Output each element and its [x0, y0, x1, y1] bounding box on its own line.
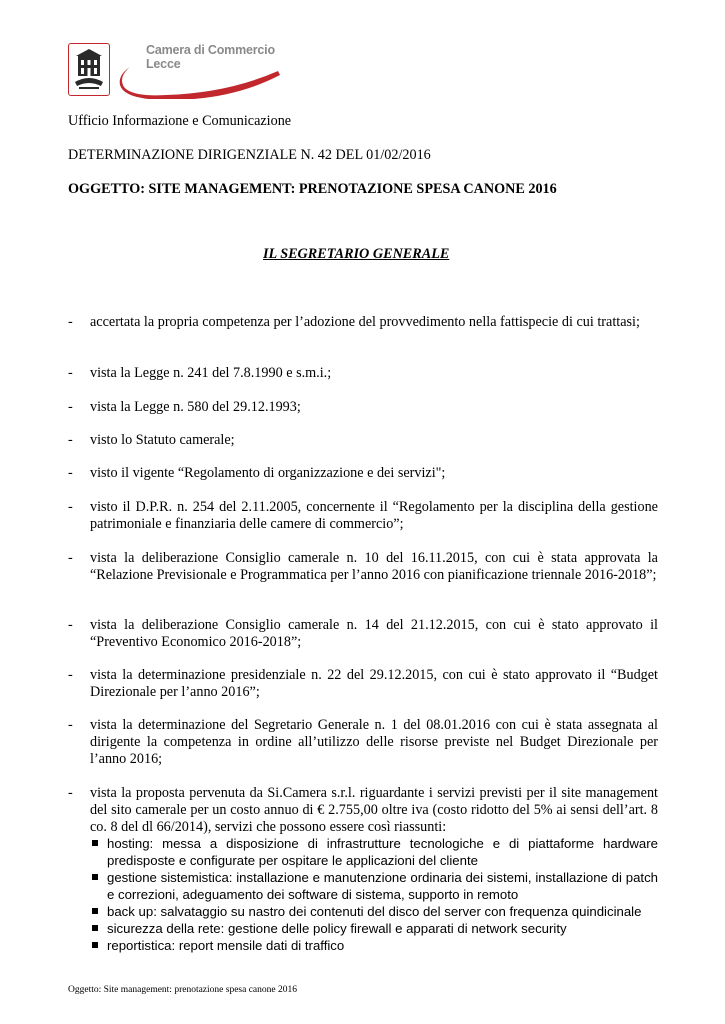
dash-marker: -	[68, 667, 73, 683]
dash-marker: -	[68, 617, 73, 633]
office-name: Ufficio Informazione e Comunicazione	[68, 113, 292, 129]
square-bullet-icon	[92, 908, 98, 914]
list-item	[68, 667, 658, 701]
list-item-text: visto il vigente “Regolamento di organizzazione e dei servizi";	[90, 465, 446, 481]
chamber-logo	[68, 43, 288, 99]
dash-marker: -	[68, 365, 73, 381]
dash-marker: -	[68, 499, 73, 515]
list-item	[68, 717, 658, 768]
list-item-text: vista la determinazione presidenziale n. 22 del 29.12.2015, con cui è stato approvato il “Budget Direzionale per l’anno 2016”;	[90, 667, 658, 700]
list-item	[68, 785, 658, 836]
dash-marker: -	[68, 465, 73, 481]
list-item-text: vista la determinazione del Segretario Generale n. 1 del 08.01.2016 con cui è stata assegnata al dirigente la competenza in ordine all’utilizzo delle risorse previste nel Budget Direzionale per l’anno 2016;	[90, 717, 658, 767]
list-item-text: vista la Legge n. 580 del 29.12.1993;	[90, 399, 301, 415]
list-item	[68, 465, 658, 482]
building-emblem-icon	[68, 43, 110, 96]
list-item	[68, 432, 658, 449]
square-bullet-icon	[92, 874, 98, 880]
list-item	[68, 314, 658, 331]
logo-line-2: Lecce	[146, 57, 181, 71]
service-bullet	[92, 920, 658, 937]
dash-marker: -	[68, 550, 73, 566]
dash-marker: -	[68, 314, 73, 330]
service-bullet-text: back up: salvataggio su nastro dei contenuti del disco del server con frequenza quindicinale	[107, 904, 642, 919]
service-bullet-text: hosting: messa a disposizione di infrastrutture tecnologiche e di piattaforme hardware predisposte e configurate per ospitare le applicazioni del cliente	[107, 836, 658, 868]
square-bullet-icon	[92, 925, 98, 931]
list-item	[68, 499, 658, 533]
logo-line-1: Camera di Commercio	[146, 43, 275, 57]
list-item-text: vista la Legge n. 241 del 7.8.1990 e s.m.i.;	[90, 365, 332, 381]
square-bullet-icon	[92, 840, 98, 846]
list-item	[68, 617, 658, 651]
red-swoosh-icon	[118, 63, 288, 99]
list-item-text: visto il D.P.R. n. 254 del 2.11.2005, concernente il “Regolamento per la disciplina della gestione patrimoniale e finanziaria delle camere di commercio”;	[90, 499, 658, 532]
list-item-text: vista la deliberazione Consiglio camerale n. 10 del 16.11.2015, con cui è stata approvata la “Relazione Previsionale e Programmatica per l’anno 2016 con pianificazione triennale 2016-2018”;	[90, 550, 658, 583]
subject-line: OGGETTO: SITE MANAGEMENT: PRENOTAZIONE SPESA CANONE 2016	[68, 181, 557, 197]
list-item-text: accertata la propria competenza per l’adozione del provvedimento nella fattispecie di cui trattasi;	[90, 314, 640, 330]
page-footer: Oggetto: Site management: prenotazione spesa canone 2016	[68, 985, 297, 995]
dash-marker: -	[68, 399, 73, 415]
dash-marker: -	[68, 717, 73, 733]
section-heading: IL SEGRETARIO GENERALE	[263, 246, 450, 262]
service-bullet-text: reportistica: report mensile dati di traffico	[107, 938, 345, 953]
square-bullet-icon	[92, 942, 98, 948]
list-item	[68, 550, 658, 584]
list-item-text: vista la proposta pervenuta da Si.Camera s.r.l. riguardante i servizi previsti per il site management del sito camerale per un costo annuo di € 2.755,00 oltre iva (costo ridotto del 5% ai sensi dell’art. 8 co. 8 del dl 66/2014), servizi che possono essere così riassunti:	[90, 785, 658, 835]
list-item	[68, 365, 658, 382]
service-bullet	[92, 869, 658, 903]
list-item-text: vista la deliberazione Consiglio camerale n. 14 del 21.12.2015, con cui è stato approvato il “Preventivo Economico 2016-2018”;	[90, 617, 658, 650]
list-item-text: visto lo Statuto camerale;	[90, 432, 235, 448]
service-bullet	[92, 835, 658, 869]
service-bullet-text: sicurezza della rete: gestione delle policy firewall e apparati di network security	[107, 921, 567, 936]
list-item	[68, 399, 658, 416]
service-bullet	[92, 903, 658, 920]
service-bullet-text: gestione sistemistica: installazione e manutenzione ordinaria dei sistemi, installazione di patch e correzioni, adeguamento dei software di sistema, supporto in remoto	[107, 870, 658, 902]
determination-number: DETERMINAZIONE DIRIGENZIALE N. 42 DEL 01/02/2016	[68, 147, 431, 163]
dash-marker: -	[68, 432, 73, 448]
service-bullet	[92, 937, 658, 954]
dash-marker: -	[68, 785, 73, 801]
